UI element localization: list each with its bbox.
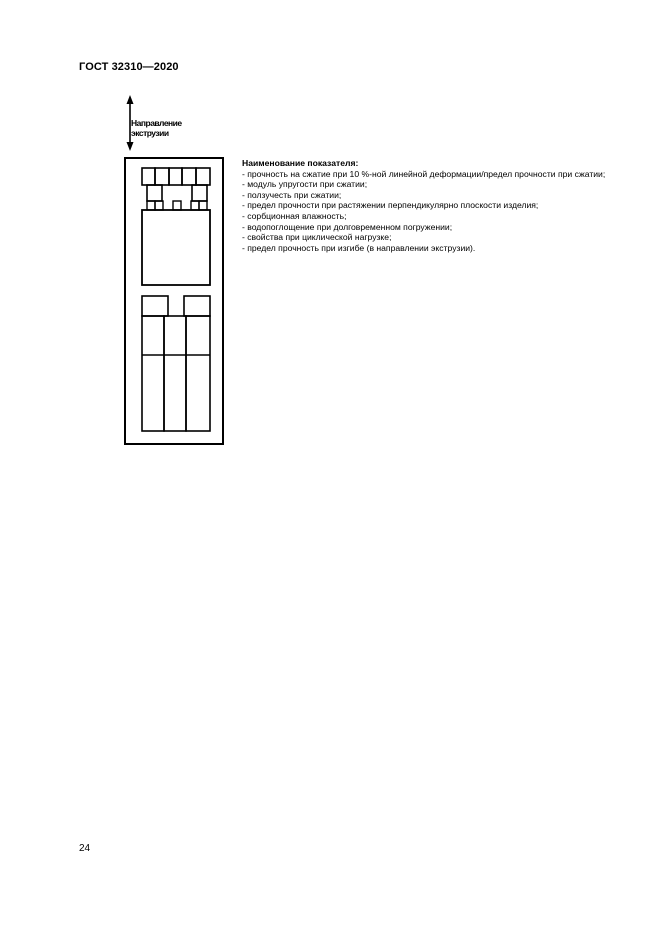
standard-code-header: ГОСТ 32310—2020 [79,61,179,73]
indicator-item: - предел прочности при растяжении перпендикулярно плоскости изделия; [242,200,539,211]
indicator-item: - прочность на сжатие при 10 %-ной линейной деформации/предел прочности при сжатии; [242,168,606,179]
indicator-item: - сорбционная влажность; [242,210,347,221]
top-small-specimens [142,168,210,185]
indicators-title: Наименование показателя: [242,158,359,168]
indicators-block [242,158,622,253]
extrusion-direction-label-line2: экструзии [131,128,169,138]
specimen-cutting-diagram [110,95,240,455]
bending-specimens [142,296,210,431]
page-number: 24 [79,843,91,854]
indicators-list [242,169,622,254]
indicator-item: - свойства при циклической нагрузке; [242,232,392,243]
indicator-item: - водопоглощение при долговременном погружении; [242,221,453,232]
second-row-specimens [147,185,207,201]
indicator-item: - предел прочность при изгибе (в направлении экструзии). [242,242,476,253]
large-square-specimen [142,210,210,285]
extrusion-direction-label [131,118,182,138]
third-row-specimens [147,201,207,210]
extrusion-direction-label-line1: Направление [131,118,182,128]
indicator-item: - модуль упругости при сжатии; [242,179,368,190]
indicator-item: - ползучесть при сжатии; [242,189,342,200]
